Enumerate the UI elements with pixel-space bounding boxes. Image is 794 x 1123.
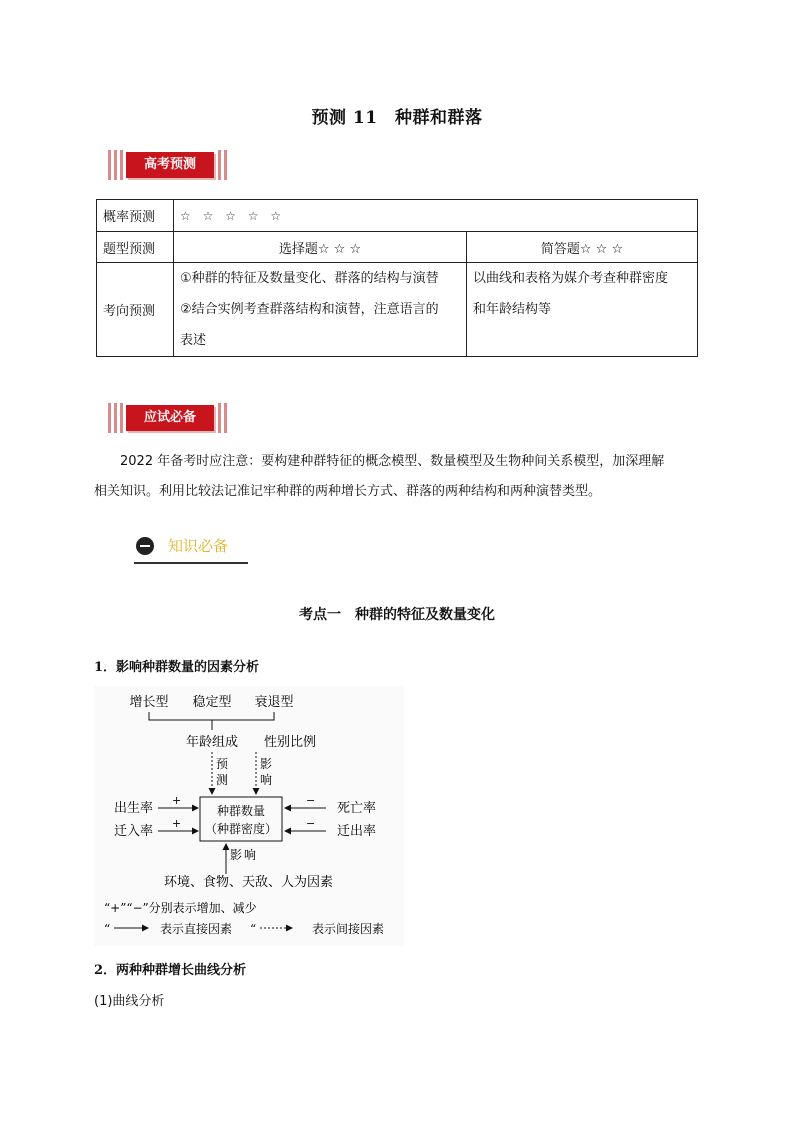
subheading-growth-curves: 2．两种种群增长曲线分析 [94,963,247,978]
type-stable: 稳定型 [192,695,232,710]
legend-quote: “ [250,922,257,936]
prediction-table [96,199,698,357]
choice-question-cell: 选择题☆ ☆ ☆ [174,232,467,263]
age-structure-label: 年龄组成 [185,735,239,750]
intro-line: 相关知识。利用比较法记准记牢种群的两种增长方式、群落的两种结构和两种演替类型。 [94,484,602,499]
minus-sign: − [306,817,316,830]
direction-left-cell [174,263,467,357]
banner-yingshi-label: 应试必备 [126,405,214,431]
row-label: 考向预测 [97,263,174,357]
direction-line: ②结合实例考查群落结构和演替，注意语言的 [180,302,439,317]
subheading-curve-analysis: (1)曲线分析 [94,994,165,1009]
legend-direct: 表示直接因素 [160,922,233,936]
intro-line: 2022 年备考时应注意：要构建种群特征的概念模型、数量模型及生物种间关系模型，加深理解 [120,454,665,469]
direction-line: ①种群的特征及数量变化、群落的结构与演替 [180,271,439,286]
legend-quote: “ [104,922,111,936]
minus-sign: − [306,794,316,807]
section-knowledge-label: 知识必备 [168,537,229,555]
table-row [97,263,698,357]
banner-yingshi [108,403,226,433]
banner-gaokao [108,150,226,180]
death-rate-label: 死亡率 [337,801,377,816]
banner-gaokao-label: 高考预测 [126,152,214,178]
intro-paragraph [94,447,702,507]
direction-line: 和年龄结构等 [473,302,552,317]
population-label: 种群数量 [216,804,266,818]
type-decline: 衰退型 [254,695,294,710]
plus-sign: + [172,794,182,807]
direction-right-cell [467,263,698,357]
row-label: 概率预测 [97,200,174,232]
influence-char: 响 [260,773,273,787]
plus-sign: + [172,817,182,830]
subheading-factors: 1．影响种群数量的因素分析 [94,660,260,675]
predict-char: 测 [216,773,229,787]
population-factors-diagram [94,686,404,946]
birth-rate-label: 出生率 [114,801,154,816]
probability-stars: ☆ ☆ ☆ ☆ ☆ [174,200,698,232]
answer-question-cell: 简答题☆ ☆ ☆ [467,232,698,263]
population-density-label: （种群密度） [204,822,278,836]
influence-char: 影 [230,848,243,862]
emigration-rate-label: 迁出率 [337,824,377,839]
environment-factors-label: 环境、食物、天敌、人为因素 [164,875,334,890]
predict-char: 预 [216,757,229,771]
row-label: 题型预测 [97,232,174,263]
table-row [97,200,698,232]
direction-line: 以曲线和表格为媒介考查种群密度 [473,271,669,286]
table-row [97,232,698,263]
influence-char: 影 [260,757,273,771]
section-knowledge [134,532,248,564]
type-growth: 增长型 [129,695,169,710]
influence-char: 响 [244,848,257,862]
legend-indirect: 表示间接因素 [312,922,385,936]
topic-heading: 考点一 种群的特征及数量变化 [299,607,495,623]
page-title: 预测 11 种群和群落 [311,108,483,128]
legend-sign-meaning: “+”“−”分别表示增加、减少 [104,901,257,915]
minus-circle-icon [136,537,154,555]
sex-ratio-label: 性别比例 [263,735,317,750]
direction-line: 表述 [180,333,207,348]
immigration-rate-label: 迁入率 [114,824,154,839]
